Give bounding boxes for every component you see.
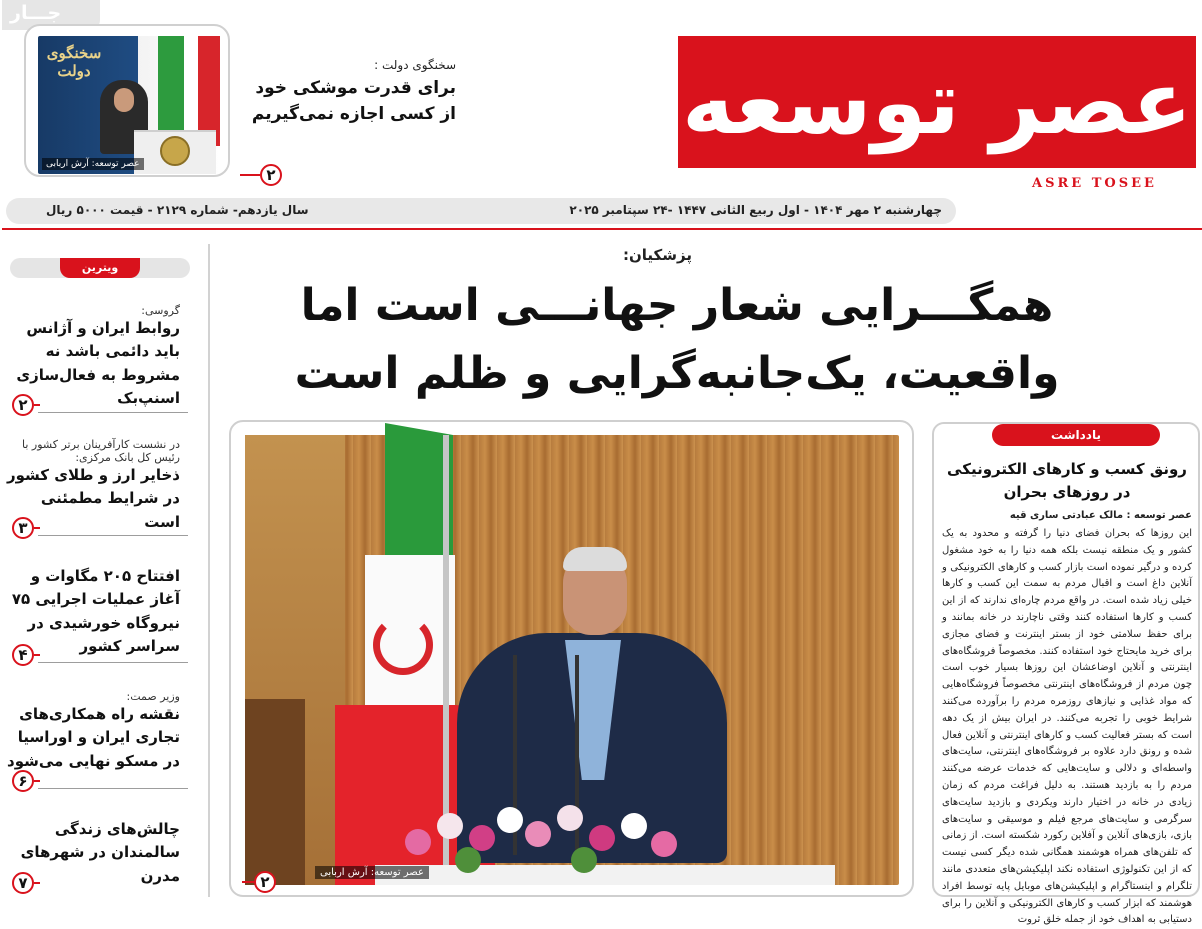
story-headline[interactable]: افتتاح ۲۰۵ مگاوات و آغاز عملیات اجرایی ۷۵ نیروگاه خورشیدی در سراسر کشور: [11, 567, 180, 655]
story-separator: [38, 788, 188, 789]
leaf-icon: [571, 847, 597, 873]
jaar-label: جـــار: [10, 2, 62, 24]
main-page-badge[interactable]: [242, 871, 276, 893]
flower-icon: [651, 831, 677, 857]
story-4-page-badge[interactable]: [12, 770, 40, 792]
logo-text: عصر توسعه: [682, 50, 1192, 154]
photo-door: [245, 699, 305, 885]
badge-line: [34, 404, 40, 406]
flag-emblem-icon: [373, 615, 433, 675]
page-number: ۲: [260, 164, 282, 186]
flower-icon: [621, 813, 647, 839]
story-separator: [38, 412, 188, 413]
story-separator: [38, 662, 188, 663]
opinion-body: این روزها که بحران فضای دنیا را گرفته و محدود به یک کشور و یک منطقه نیست بلکه همه دنیا را به خود مشغول کرده و درگیر نموده است بازار کسب و کارهای الکترونیکی و آنلاین داغ است و اقبال مردم به سمت این کسب و کارها خیلی زیاد شده است. در واقع مردم چاره‌ای ندارند که از این کسب و کارها استفاده کنند وقتی ناچارند در خانه بمانند و برای حفظ سلامتی خود از بستر اینترنت و فضای مجازی برای خرید مایحتاج خود استفاده کنند. مخصوصاً فروشگاه‌های اینترنتی و آنلاین اوضاعشان این روزها بسیار خوب است چون مردم از فروشگاه‌های اینترنتی مخصوصاً فروشگاه‌هایی که مواد غذایی و نیازهای روزمره مردم را برآورده می‌کنند شرایط خوبی را تجربه می‌کنند. در ایران بیش از یک دهه است که بستر فعالیت کسب و کارهای اینترنتی و آنلاین فعال شده و رونق دارد علاوه بر فروشگاه‌های اینترنتی، سایت‌های واسطه‌ای و دلالی و سایت‌هایی که خدمات عرضه می‌کنند مردم را به بازدید هستند. به دلیل فراغت مردم که زمان زیادی در خانه در اختیار دارند ویکردی و بازدید سایت‌های سرگرمی و سایت‌های مرجع فیلم و موسیقی و سایت‌های بازی، بازی‌های آنلاین و آفلاین رکورد شکسته است. از زمانی که تلفن‌های همراه هوشمند همگانی شده دیگر کسی نیست که از این تکنولوژی استفاده نکند اپلیکیشن‌های متعددی مانند تلگرام و اینستاگرام و اپلیکیشن‌های موبایل پایه توسط افراد هوشمند که ابزار کسب و کارهای الکترونیکی و آنلاین را برای دستیابی به اهداف خود از جمله خلق ثروت: [942, 528, 1192, 926]
column-divider: [208, 244, 210, 897]
logo[interactable]: [678, 36, 1196, 168]
opinion-title[interactable]: رونق کسب و کارهای الکترونیکی در روزهای بحران: [947, 460, 1187, 502]
teaser-page-badge[interactable]: [240, 164, 282, 186]
story-kicker: گروسی:: [141, 304, 180, 317]
dateline-bar: [6, 198, 956, 224]
issue-text: سال یازدهم- شماره ۲۱۲۹ - قیمت ۵۰۰۰ ریال: [46, 203, 309, 217]
main-kicker: پزشکیان:: [623, 246, 692, 264]
flower-icon: [405, 829, 431, 855]
flower-icon: [557, 805, 583, 831]
story-separator: [38, 535, 188, 536]
page-number: ۲: [254, 871, 276, 893]
flower-icon: [437, 813, 463, 839]
page-number: ۲: [12, 394, 34, 416]
teaser-kicker: سخنگوی دولت :: [374, 58, 456, 72]
section-label: ویترین: [60, 258, 140, 278]
teaser-photo-title: سخنگوی دولت: [46, 44, 102, 80]
teaser-photo-caption: عصر توسعه: آرش اربابی: [42, 158, 144, 170]
opinion-author: عصر توسعه : مالک عبادتی ساری قیه: [1009, 510, 1192, 521]
date-text: چهارشنبه ۲ مهر ۱۴۰۴ - اول ربیع الثانی ۱۴۴۷ -۲۴ سپتامبر ۲۰۲۵: [569, 203, 942, 217]
spokesperson-face: [114, 88, 134, 112]
story-headline[interactable]: چالش‌های زندگی سالمندان در شهرهای مدرن: [20, 820, 180, 885]
story-headline[interactable]: ذخایر ارز و طلای کشور در شرایط مطمئنی است: [6, 466, 180, 531]
logo-latin: ASRE TOSEE: [1032, 176, 1157, 191]
flower-icon: [525, 821, 551, 847]
flower-icon: [589, 825, 615, 851]
teaser-headline[interactable]: برای قدرت موشکی خود از کسی اجازه نمی‌گیریم: [251, 78, 456, 124]
page-number: ۶: [12, 770, 34, 792]
story-headline[interactable]: نقشه راه همکاری‌های تجاری ایران و اوراسیا در مسکو نهایی می‌شود: [7, 705, 180, 770]
main-photo-caption: عصر توسعه: آرش اربابی: [315, 866, 429, 879]
badge-line: [34, 882, 40, 884]
flower-arrangement: [385, 785, 705, 875]
emblem-icon: [160, 136, 190, 166]
page-number: ۳: [12, 517, 34, 539]
badge-line: [34, 780, 40, 782]
main-headline[interactable]: همگـــرایی شعار جهانـــی است اما واقعیت، یک‌جانبه‌گرایی و ظلم است: [294, 280, 1060, 400]
badge-line: [34, 527, 40, 529]
opinion-label: یادداشت: [992, 424, 1160, 446]
badge-line: [240, 174, 260, 176]
left-story-4[interactable]: [0, 690, 180, 773]
story-5-page-badge[interactable]: [12, 872, 40, 894]
teaser-card[interactable]: [24, 24, 230, 177]
president-hair: [563, 547, 627, 571]
leaf-icon: [455, 847, 481, 873]
main-photo[interactable]: [245, 435, 899, 885]
story-2-page-badge[interactable]: [12, 517, 40, 539]
page-number: ۷: [12, 872, 34, 894]
teaser-photo: [38, 36, 220, 174]
badge-line: [242, 881, 254, 883]
badge-line: [34, 654, 40, 656]
page-number: ۴: [12, 644, 34, 666]
masthead-rule: [2, 228, 1202, 230]
story-3-page-badge[interactable]: [12, 644, 40, 666]
flower-icon: [497, 807, 523, 833]
section-tab: [10, 258, 190, 278]
story-headline[interactable]: روابط ایران و آژانس باید دائمی باشد نه مشروط به فعال‌سازی اسنپ‌بک: [16, 319, 180, 407]
story-1-page-badge[interactable]: [12, 394, 40, 416]
story-kicker: در نشست کارآفرینان برتر کشور با رئیس کل بانک مرکزی:: [22, 438, 180, 464]
story-kicker: وزیر صمت:: [126, 690, 180, 703]
teaser-text[interactable]: [234, 58, 456, 127]
